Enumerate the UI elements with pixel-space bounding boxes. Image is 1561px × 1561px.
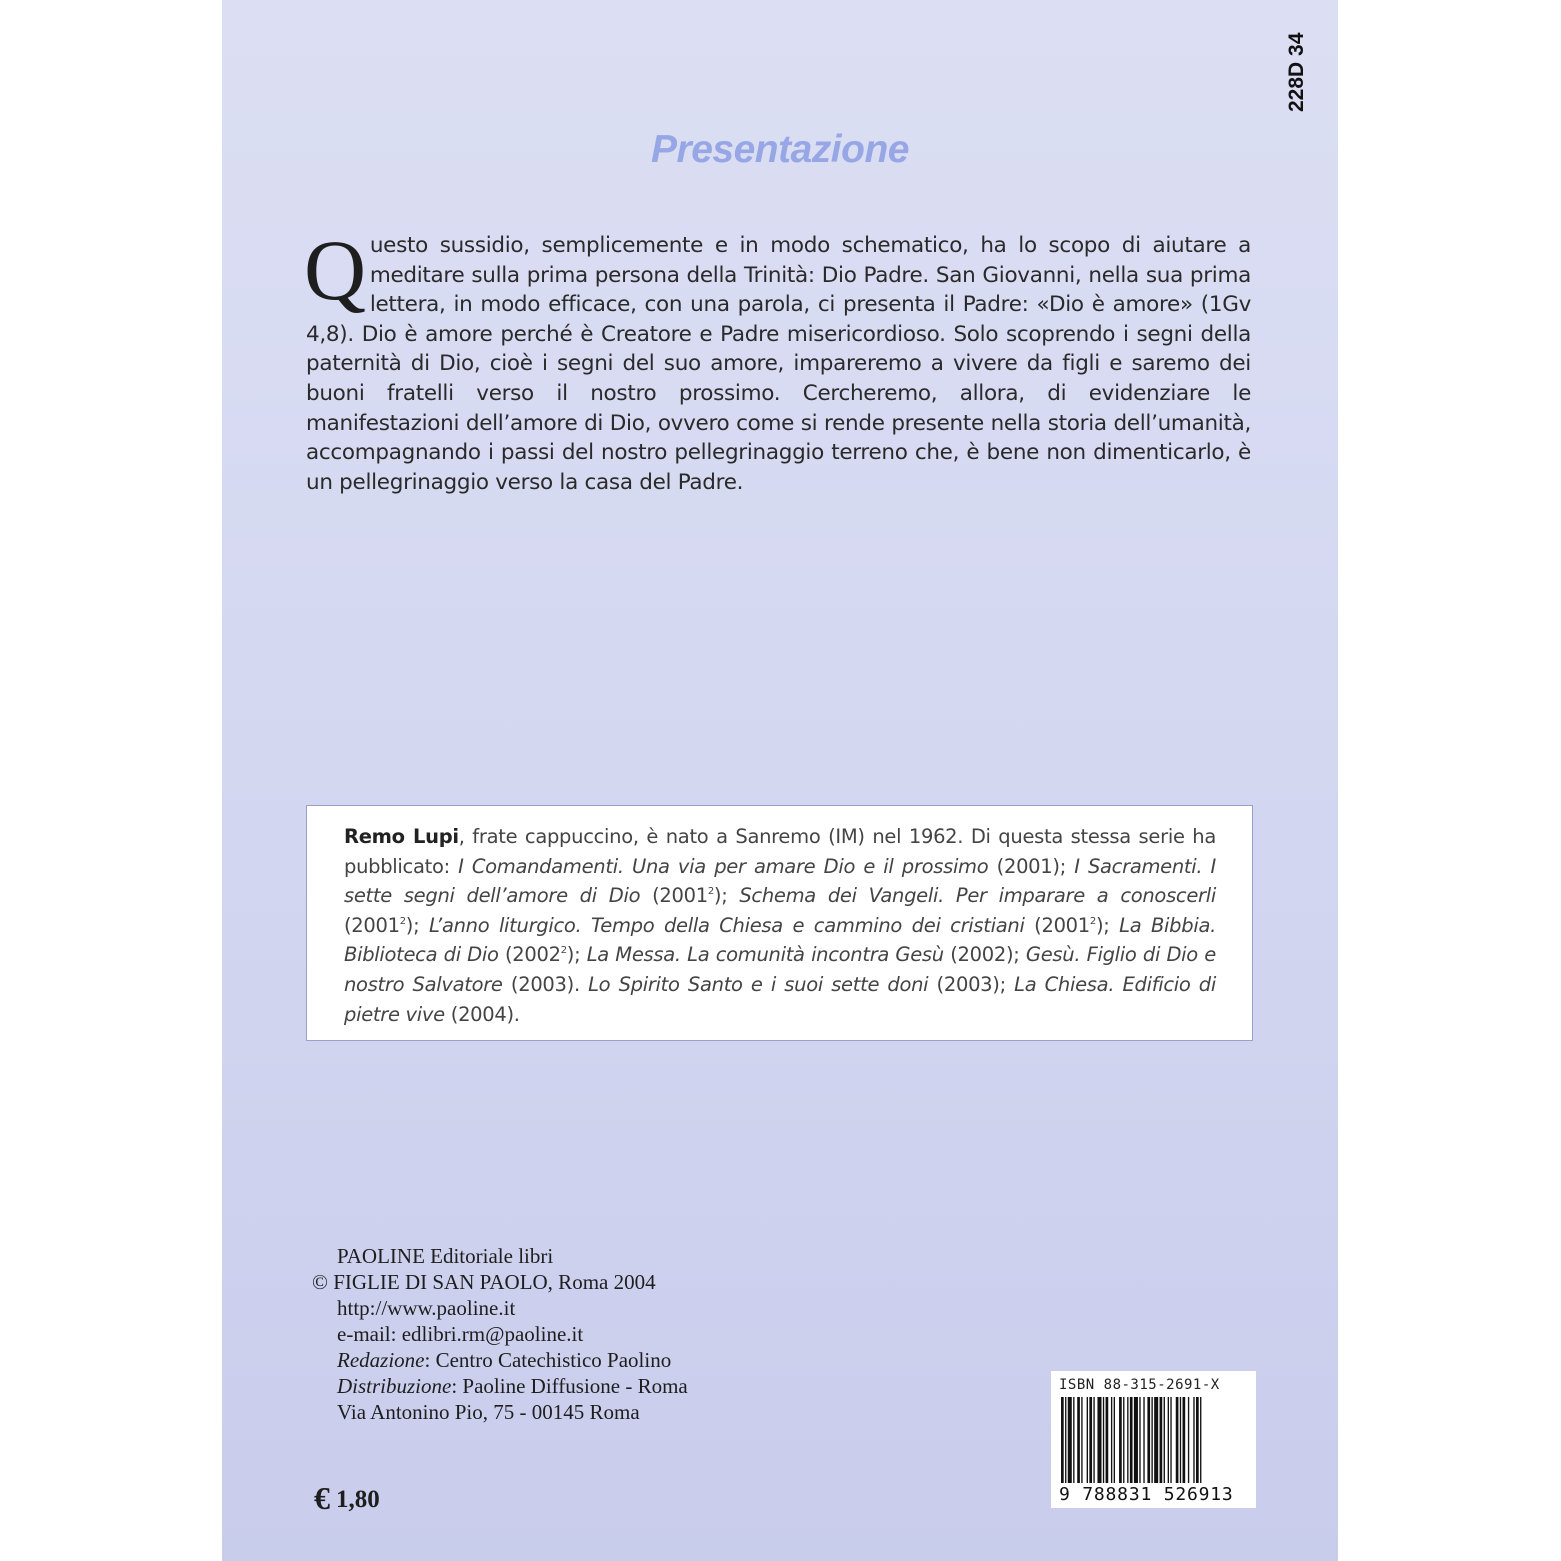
barcode-bar [1164, 1397, 1165, 1483]
bio-text: , frate cappuccino, è nato a Sanremo (IM) nel 1962. Di questa stessa serie ha pubblicato: [344, 825, 1216, 878]
barcode-bar [1134, 1397, 1138, 1483]
barcode-bar [1147, 1397, 1150, 1483]
price-amount: 1,80 [336, 1486, 380, 1513]
barcode-bar [1119, 1397, 1122, 1483]
book-title: I Comandamenti. Una via per amare Dio e il prossimo [458, 854, 989, 878]
book-title: I Sacramenti. I sette segni dell’amore di Dio [344, 854, 1216, 908]
publisher-info [312, 1243, 688, 1425]
bio-text: (2001 [344, 913, 400, 937]
barcode-bar [1087, 1397, 1088, 1483]
redazione-value: : Centro Catechistico Paolino [424, 1348, 672, 1372]
bio-text: ); [1095, 913, 1120, 937]
barcode-bar [1123, 1397, 1124, 1483]
edition-mark: 2 [707, 886, 714, 898]
edition-mark: 2 [399, 915, 406, 927]
barcode-bar [1176, 1397, 1179, 1483]
book-title: La Chiesa. Edificio di pietre vive [344, 972, 1216, 1026]
barcode-digits: 9 788831 526913 [1059, 1484, 1234, 1505]
drop-cap: Q [304, 222, 366, 318]
distribuzione-label: Distribuzione [337, 1374, 452, 1398]
spine-code: 228D 34 [1285, 32, 1308, 112]
barcode-bar [1170, 1397, 1171, 1483]
bio-text: (2001 [1024, 913, 1090, 937]
price [314, 1480, 380, 1517]
isbn-label: ISBN 88-315-2691-X [1059, 1377, 1220, 1393]
barcode-bar [1081, 1397, 1082, 1483]
barcode-bar [1114, 1397, 1115, 1483]
barcode-bar [1154, 1397, 1158, 1483]
barcode-bar [1097, 1397, 1101, 1483]
barcode-bar [1196, 1397, 1199, 1483]
barcode-bar [1193, 1397, 1194, 1483]
barcode-bar [1073, 1397, 1074, 1483]
redazione-line [312, 1347, 688, 1373]
distribuzione-line [312, 1373, 688, 1399]
barcode-bar [1068, 1397, 1072, 1483]
edition-mark: 2 [1089, 915, 1096, 927]
barcode-bar [1111, 1397, 1112, 1483]
barcode-bar [1180, 1397, 1181, 1483]
book-title: L’anno liturgico. Tempo della Chiesa e cammino dei cristiani [428, 913, 1025, 937]
edition-mark: 2 [560, 945, 567, 957]
barcode-bar [1103, 1397, 1104, 1483]
bio-text: (2001 [640, 884, 708, 908]
bio-text: (2001); [988, 854, 1075, 878]
barcode-bar [1065, 1397, 1066, 1483]
email-link[interactable]: e-mail: edlibri.rm@paoline.it [337, 1322, 584, 1346]
presentation-body: uesto sussidio, semplicemente e in modo schematico, ha lo scopo di aiutare a meditare sulla prima persona della Trinità: Dio Padre. San Giovanni, nella sua prima lettera, in modo efficace, con una parola, ci presenta il Padre: «Dio è amore» (1Gv 4,8). Dio è amore perché è Creatore e Padre misericordioso. Solo scoprendo i segni della paternità di Dio, cioè i segni del suo amore, impareremo a vivere da figli e saremo dei buoni fratelli verso il nostro prossimo. Cercheremo, allora, di evidenziare le manifestazioni dell’amore di Dio, ovvero come si rende presente nella storia dell’umanità, accompagnando i passi del nostro pellegrinaggio terreno che, è bene non dimenticarlo, è un pellegrinaggio verso la casa del Padre. [306, 233, 1251, 495]
barcode-block [1051, 1371, 1256, 1508]
euro-icon: € [314, 1480, 330, 1516]
barcode-bar [1200, 1397, 1201, 1483]
bio-text: ); [566, 943, 587, 967]
barcode-bar [1106, 1397, 1109, 1483]
book-title: Lo Spirito Santo e i suoi sette doni [588, 972, 929, 996]
bio-text: ); [713, 884, 740, 908]
bio-text: (2002 [498, 943, 561, 967]
book-title: Gesù. Figlio di Dio e nostro Salvatore [344, 943, 1216, 996]
barcode-bar [1093, 1397, 1094, 1483]
barcode-bar [1089, 1397, 1092, 1483]
bio-text: ); [405, 913, 429, 937]
book-title: Schema dei Vangeli. Per imparare a conoscerli [739, 884, 1216, 908]
bio-text: (2004). [444, 1002, 520, 1026]
bio-text: (2002); [943, 943, 1026, 967]
barcode-bar [1151, 1397, 1152, 1483]
address-line: Via Antonino Pio, 75 - 00145 Roma [337, 1400, 640, 1424]
author-name: Remo Lupi [344, 825, 459, 848]
barcode-bar [1168, 1397, 1169, 1483]
presentation-text [304, 222, 1251, 497]
redazione-label: Redazione [337, 1348, 425, 1372]
bio-text: (2003). [502, 972, 589, 996]
publisher-name: PAOLINE Editoriale libri [337, 1244, 554, 1268]
website-link[interactable]: http://www.paoline.it [337, 1296, 516, 1320]
barcode-bar [1130, 1397, 1133, 1483]
barcode-bar [1139, 1397, 1140, 1483]
barcode-bar [1188, 1397, 1189, 1483]
distribuzione-value: : Paoline Diffusione - Roma [451, 1374, 688, 1398]
book-title: La Messa. La comunità incontra Gesù [586, 943, 944, 967]
barcode-bar [1183, 1397, 1186, 1483]
book-title: La Bibbia. Biblioteca di Dio [344, 913, 1216, 967]
barcode-bar [1077, 1397, 1080, 1483]
copyright-line: © FIGLIE DI SAN PAOLO, Roma 2004 [312, 1270, 656, 1294]
barcode-bar [1127, 1397, 1128, 1483]
barcode-bar [1061, 1397, 1064, 1483]
section-title: Presentazione [651, 128, 909, 171]
barcode-bar [1160, 1397, 1163, 1483]
barcode-icon [1059, 1397, 1248, 1483]
author-bio-box [306, 805, 1253, 1041]
barcode-bar [1143, 1397, 1144, 1483]
bio-text: (2003); [928, 972, 1015, 996]
